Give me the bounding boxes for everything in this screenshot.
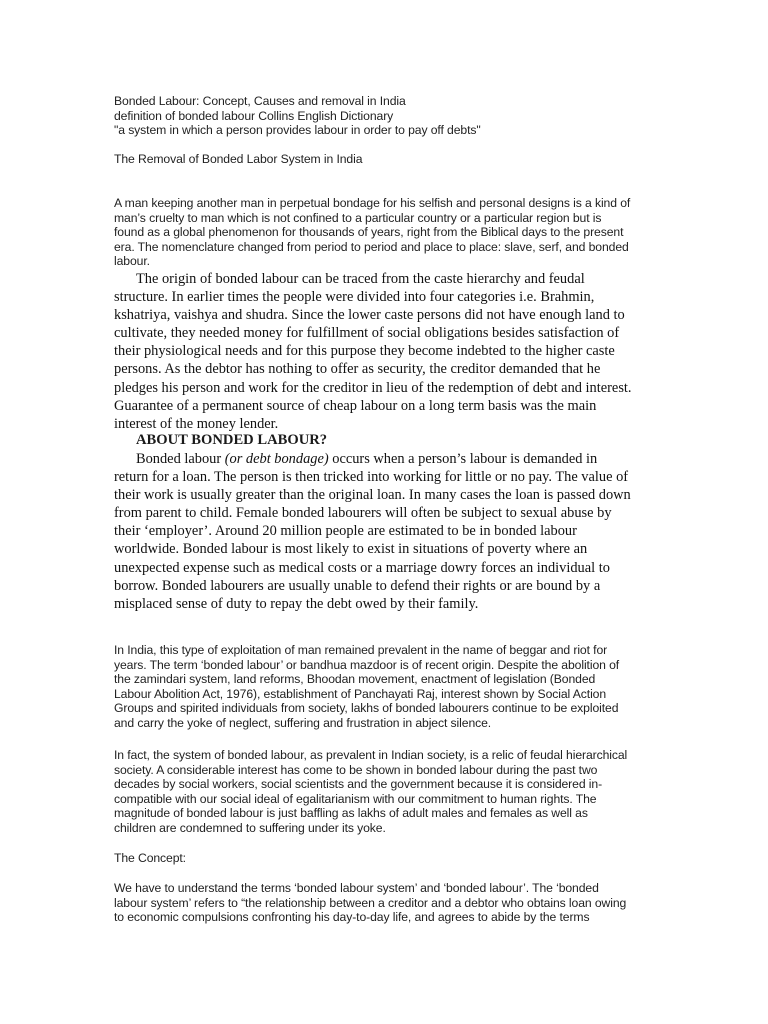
paragraph-line: worldwide. Bonded labour is most likely to exist in situations of poverty where an <box>114 541 588 558</box>
paragraph-line: Labour Abolition Act, 1976), establishment of Panchayati Raj, interest shown by Social Action <box>114 686 607 701</box>
paragraph-line: cultivate, they needed money for fulfillment of social obligations besides satisfaction of <box>114 325 620 342</box>
about-text-italic: (or debt bondage) <box>224 451 329 467</box>
paragraph-line: man’s cruelty to man which is not confined to a particular country or a particular region but is <box>114 210 602 225</box>
paragraph-line: children are condemned to suffering under its yoke. <box>114 820 386 835</box>
paragraph-line: Groups and spirited individuals from society, lakhs of bonded labourers continue to be exploited <box>114 701 619 716</box>
paragraph-line: the zamindari system, land reforms, Bhoodan movement, enactment of legislation (Bonded <box>114 672 596 687</box>
paragraph-line: kshatriya, vaishya and shudra. Since the lower caste persons did not have enough land to <box>114 307 625 324</box>
paragraph-line <box>114 450 662 468</box>
paragraph-line: society. A considerable interest has come to be shown in bonded labour during the past two <box>114 762 598 777</box>
india-paragraph <box>114 643 659 731</box>
paragraph-line: decades by social workers, social scientists and the government because it is considered in- <box>114 777 603 792</box>
paragraph-line: unexpected expense such as medical costs or a marriage dowry forces an individual to <box>114 559 610 576</box>
paragraph-line: to economic compulsions confronting his day-to-day life, and agrees to abide by the terms <box>114 910 590 925</box>
paragraph-line: misplaced sense of duty to repay the debt owed by their family. <box>114 595 479 612</box>
paragraph-line: era. The nomenclature changed from period to period and place to place: slave, serf, and bonded <box>114 239 629 254</box>
section-title-text: The Removal of Bonded Labor System in India <box>114 152 363 166</box>
paragraph-line: A man keeping another man in perpetual bondage for his selfish and personal designs is a kind of <box>114 196 631 210</box>
about-heading <box>114 432 681 449</box>
paragraph-line: pledges his person and work for the creditor in lieu of the redemption of debt and interest. <box>114 379 632 396</box>
definition-line: definition of bonded labour Collins English Dictionary <box>114 108 394 123</box>
paragraph-line: borrow. Bonded labourers are usually unable to defend their rights or are bound by a <box>114 577 601 594</box>
paragraph-line: interest of the money lender. <box>114 415 279 432</box>
paragraph-line: return for a loan. The person is then tricked into working for little or no pay. The value of <box>114 469 629 486</box>
paragraph-line: In India, this type of exploitation of man remained prevalent in the name of beggar and riot for <box>114 643 608 657</box>
paragraph-line: from parent to child. Female bonded labourers will often be subject to sexual abuse by <box>114 505 612 522</box>
paragraph-line: years. The term ‘bonded labour’ or bandhua mazdoor is of recent origin. Despite the abolition of <box>114 657 620 672</box>
about-text-end: occurs when a person’s labour is demanded in <box>328 451 598 467</box>
document-title: Bonded Labour: Concept, Causes and removal in India <box>114 94 406 108</box>
paragraph-line: We have to understand the terms ‘bonded labour system’ and ‘bonded labour’. The ‘bonded <box>114 881 599 895</box>
section-title <box>114 152 659 167</box>
paragraph-line: their physiological needs and for this purpose they become indebted to the higher caste <box>114 343 615 360</box>
about-text-start: Bonded labour <box>136 451 225 467</box>
concept-heading <box>114 851 659 866</box>
fact-paragraph <box>114 748 659 836</box>
paragraph-line: their ‘employer’. Around 20 million people are estimated to be in bonded labour <box>114 523 577 540</box>
paragraph-line: found as a global phenomenon for thousands of years, right from the Biblical days to the present <box>114 225 624 240</box>
paragraph-line: and carry the yoke of neglect, suffering and frustration in abject silence. <box>114 715 492 730</box>
paragraph-line: Guarantee of a permanent source of cheap labour on a long term basis was the main <box>114 397 597 414</box>
paragraph-line: The origin of bonded labour can be traced from the caste hierarchy and feudal <box>136 271 585 287</box>
about-heading-text: ABOUT BONDED LABOUR? <box>136 432 328 448</box>
paragraph-line: structure. In earlier times the people were divided into four categories i.e. Brahmin, <box>114 289 595 306</box>
paragraph-line: their work is usually greater than the original loan. In many cases the loan is passed down <box>114 487 631 504</box>
definition-quote: "a system in which a person provides labour in order to pay off debts" <box>114 123 481 138</box>
concept-heading-text: The Concept: <box>114 851 186 865</box>
concept-paragraph <box>114 881 659 925</box>
intro-paragraph <box>114 196 659 269</box>
paragraph-line: labour. <box>114 254 150 269</box>
origin-paragraph <box>114 270 662 433</box>
paragraph-line: magnitude of bonded labour is just baffling as lakhs of adult males and females as well as <box>114 806 588 821</box>
paragraph-line: compatible with our social ideal of egalitarianism with our commitment to human rights. The <box>114 791 597 806</box>
paragraph-line: In fact, the system of bonded labour, as prevalent in Indian society, is a relic of feudal hierarchical <box>114 748 628 762</box>
paragraph-line: labour system’ refers to “the relationship between a creditor and a debtor who obtains loan owing <box>114 895 627 910</box>
about-paragraph <box>114 450 662 613</box>
paragraph-line: persons. As the debtor has nothing to offer as security, the creditor demanded that he <box>114 361 601 378</box>
document-header <box>114 94 659 138</box>
